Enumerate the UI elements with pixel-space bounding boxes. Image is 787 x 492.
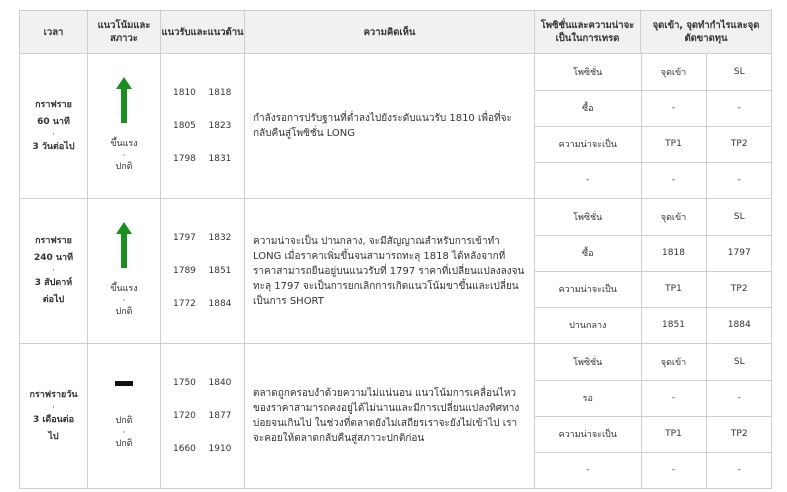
trade-header-row <box>535 271 772 307</box>
trade-value: ซื้อ <box>535 235 641 271</box>
resistance-value: 1884 <box>208 299 232 309</box>
timeframe-cell <box>20 344 88 489</box>
trade-label: TP2 <box>706 271 772 307</box>
timeframe-cell <box>20 54 88 199</box>
levels-cell <box>161 199 245 344</box>
comment-cell: ความน่าจะเป็น ปานกลาง, จะมีสัญญาณสำหรับการเข้าทำ LONG เมื่อราคาเพิ่มขึ้นจนสามารถทะลุ 1818 ได้หลังจากที่ราคาสามารถยืนอยู่บนแนวรับที่ 1797 ราคาที่เปลี่ยนแปลงลงจนทะลุ 1797 จะเป็นการยกเลิกการเกิดแนวโน้มขาขึ้นและเปลี่ยนเป็นการ SHORT <box>245 199 535 344</box>
trade-cell <box>535 199 772 344</box>
table-header-row <box>20 11 772 54</box>
trade-label: TP1 <box>641 416 706 452</box>
table-row <box>20 199 772 344</box>
trade-header-row <box>535 54 772 90</box>
trend-label: ปกติ <box>115 415 133 426</box>
trade-value-row <box>535 90 772 126</box>
trade-subtable <box>535 199 772 343</box>
trade-value: - <box>706 90 772 126</box>
support-value: 1750 <box>173 378 196 388</box>
timeframe-line: · <box>52 129 55 140</box>
comment-cell: กำลังรอการปรับฐานที่ต่ำลงไปยังระดับแนวรับ 1810 เพื่อที่จะกลับคืนสู่โพซิชั่น LONG <box>245 54 535 199</box>
trade-cell <box>535 54 772 199</box>
trade-label: โพซิชั่น <box>535 344 641 380</box>
analysis-table-container <box>19 10 771 489</box>
resistance-value: 1851 <box>208 266 232 276</box>
level-pair <box>161 288 244 321</box>
trade-label: จุดเข้า <box>641 199 706 235</box>
trade-label: ความน่าจะเป็น <box>535 126 641 162</box>
trade-subtable <box>535 54 772 198</box>
trade-header-row <box>535 126 772 162</box>
level-pair <box>161 143 244 176</box>
levels-cell <box>161 344 245 489</box>
trade-label: TP1 <box>641 271 706 307</box>
trade-value: - <box>641 380 706 416</box>
up-arrow-icon <box>116 77 132 123</box>
trade-value-row <box>535 235 772 271</box>
support-value: 1772 <box>173 299 196 309</box>
timeframe-cell <box>20 199 88 344</box>
support-value: 1805 <box>173 121 196 131</box>
trade-value: - <box>706 380 772 416</box>
header-position: โพซิชั่นและความน่าจะเป็นในการเทรด <box>535 11 641 54</box>
flat-dash-icon <box>115 381 133 386</box>
trend-cell <box>88 54 161 199</box>
trade-label: โพซิชั่น <box>535 54 641 90</box>
trade-label: SL <box>706 54 772 90</box>
trade-subtable <box>535 344 772 488</box>
trade-value: - <box>641 90 706 126</box>
trend-label: · <box>122 427 126 438</box>
trade-value: - <box>737 465 741 476</box>
trade-value-row <box>535 452 772 488</box>
level-pair <box>161 367 244 400</box>
support-value: 1798 <box>173 154 196 164</box>
timeframe-line: ไป <box>48 431 59 442</box>
resistance-value: 1840 <box>208 378 232 388</box>
trade-value-row <box>535 162 772 198</box>
timeframe-line: 240 นาที <box>33 253 74 263</box>
timeframe-line: กราฟราย <box>35 99 72 110</box>
trend-label: ปกติ <box>115 438 133 449</box>
trade-header-row <box>535 199 772 235</box>
trade-label: โพซิชั่น <box>535 199 641 235</box>
level-pair <box>161 255 244 288</box>
trend-label: ปกติ <box>115 307 133 317</box>
trend-label: ขึ้นแรง <box>110 139 138 149</box>
level-pair <box>161 77 244 110</box>
trade-label: TP2 <box>706 126 772 162</box>
resistance-value: 1823 <box>208 121 232 131</box>
timeframe-line: ต่อไป <box>42 295 65 305</box>
trade-value-row <box>535 380 772 416</box>
timeframe-line: กราฟรายวัน <box>29 389 78 400</box>
support-value: 1810 <box>173 88 196 98</box>
trade-value: 1851 <box>641 307 706 343</box>
trade-value: ซื้อ <box>535 90 641 126</box>
resistance-value: 1832 <box>208 233 232 243</box>
trade-label: จุดเข้า <box>641 54 706 90</box>
table-row <box>20 344 772 489</box>
trade-label: จุดเข้า <box>641 344 706 380</box>
resistance-value: 1831 <box>208 154 232 164</box>
trade-value: - <box>737 175 741 186</box>
timeframe-line: · <box>52 402 55 413</box>
trade-header-row <box>535 416 772 452</box>
trade-label: TP1 <box>641 126 706 162</box>
comment-cell: ตลาดถูกครอบงำด้วยความไม่แน่นอน แนวโน้มการเคลื่อนไหวของราคาสามารถคงอยู่ได้ไม่นานและมีการเปลี่ยนแปลงทิศทางบ่อยจนเกินไป ในช่วงที่ตลาดยังไม่เสถียรเราจะยังไม่เข้าไป เราจะคอยให้ตลาดกลับคืนสู่สภาวะปกติก่อน <box>245 344 535 489</box>
resistance-value: 1877 <box>208 411 232 421</box>
trade-value: - <box>641 162 706 198</box>
trade-label: ความน่าจะเป็น <box>535 416 641 452</box>
trade-label: ความน่าจะเป็น <box>535 271 641 307</box>
up-arrow-icon <box>116 222 132 268</box>
support-value: 1789 <box>173 266 196 276</box>
support-value: 1660 <box>173 444 196 454</box>
trade-header-row <box>535 344 772 380</box>
trade-value: รอ <box>535 380 641 416</box>
header-levels: แนวรับและแนวต้าน <box>161 11 245 54</box>
levels-cell <box>161 54 245 199</box>
timeframe-line: กราฟราย <box>35 236 72 246</box>
level-pair <box>161 110 244 143</box>
support-value: 1797 <box>173 233 196 243</box>
table-row <box>20 54 772 199</box>
trade-value: 1797 <box>706 235 772 271</box>
trade-value: ปานกลาง <box>535 307 641 343</box>
resistance-value: 1910 <box>208 444 232 454</box>
trend-label: ขึ้นแรง <box>110 284 138 294</box>
header-time: เวลา <box>20 11 88 54</box>
timeframe-line: 3 วันต่อไป <box>32 141 75 152</box>
trade-value: 1884 <box>727 320 751 331</box>
level-pair <box>161 222 244 255</box>
support-value: 1720 <box>173 411 196 421</box>
trend-label: ปกติ <box>115 162 133 172</box>
trade-value-row <box>535 307 772 343</box>
level-pair <box>161 433 244 466</box>
trade-label: SL <box>706 344 772 380</box>
analysis-table <box>19 10 772 489</box>
trade-cell <box>535 344 772 489</box>
trade-value: - <box>535 452 641 488</box>
trend-cell <box>88 344 161 489</box>
timeframe-line: · <box>52 266 55 276</box>
header-trend: แนวโน้มและสภาวะ <box>88 11 161 54</box>
timeframe-line: 3 เดือนต่อ <box>32 414 75 425</box>
trend-label: · <box>122 151 126 161</box>
trade-value: - <box>535 162 641 198</box>
trend-label: · <box>122 296 126 306</box>
trade-value: - <box>641 452 706 488</box>
timeframe-line: 3 สัปดาห์ <box>34 278 73 288</box>
header-comment: ความคิดเห็น <box>245 11 535 54</box>
trade-label: TP2 <box>706 416 772 452</box>
trade-value: 1818 <box>641 235 706 271</box>
trend-cell <box>88 199 161 344</box>
resistance-value: 1818 <box>208 88 232 98</box>
level-pair <box>161 400 244 433</box>
trade-label: SL <box>706 199 772 235</box>
header-entry: จุดเข้า, จุดทำกำไรและจุดตัดขาดทุน <box>641 11 772 54</box>
timeframe-line: 60 นาที <box>37 116 70 127</box>
